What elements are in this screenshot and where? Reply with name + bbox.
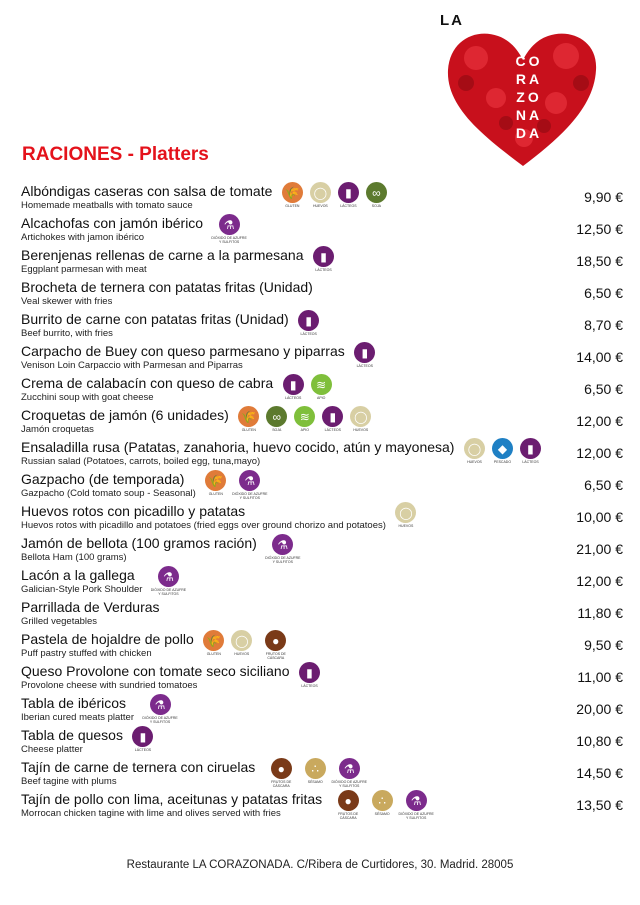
item-description: Provolone cheese with sundried tomatoes bbox=[21, 679, 198, 691]
menu-item bbox=[21, 597, 623, 629]
gluten-icon: 🌾 bbox=[205, 470, 226, 491]
allergen-sulfitos-icon bbox=[142, 694, 178, 724]
item-name: Crema de calabacín con queso de cabra bbox=[21, 374, 274, 391]
lacteos-icon: ▮ bbox=[132, 726, 153, 747]
menu-item bbox=[21, 469, 623, 501]
item-name: Tabla de ibéricos bbox=[21, 694, 127, 711]
allergen-lacteos-icon bbox=[312, 246, 336, 272]
allergen-sesamo-icon bbox=[303, 758, 327, 784]
item-name: Parrillada de Verduras bbox=[21, 598, 160, 615]
allergen-label: HUEVOS bbox=[467, 460, 482, 464]
allergen-label: SÉSAMO bbox=[307, 780, 323, 784]
logo-line: NA bbox=[515, 107, 543, 123]
lacteos-icon: ▮ bbox=[313, 246, 334, 267]
item-name: Lacón a la gallega bbox=[21, 566, 135, 583]
frutos-icon: ● bbox=[338, 790, 359, 811]
item-price: 10,80 € bbox=[576, 733, 623, 749]
item-name: Tajín de pollo con lima, aceitunas y patatas fritas bbox=[21, 790, 323, 807]
allergen-lacteos-icon bbox=[321, 406, 345, 432]
item-name: Albóndigas caseras con salsa de tomate bbox=[21, 182, 273, 199]
item-price: 10,00 € bbox=[576, 509, 623, 525]
allergen-label: GLUTEN bbox=[206, 652, 221, 656]
allergen-label: GLUTEN bbox=[241, 428, 256, 432]
menu-item bbox=[21, 181, 623, 213]
item-description: Eggplant parmesan with meat bbox=[21, 263, 147, 275]
menu-item bbox=[21, 373, 623, 405]
allergen-icons bbox=[330, 790, 434, 820]
allergen-huevos-icon bbox=[394, 502, 418, 528]
allergen-frutos-icon bbox=[263, 758, 299, 788]
item-description: Venison Loin Carpaccio with Parmesan and Piparras bbox=[21, 359, 243, 371]
allergen-label: LÁCTEOS bbox=[285, 396, 302, 400]
item-description: Homemade meatballs with tomato sauce bbox=[21, 199, 193, 211]
item-price: 13,50 € bbox=[576, 797, 623, 813]
item-price: 20,00 € bbox=[576, 701, 623, 717]
item-name: Carpacho de Buey con queso parmesano y piparras bbox=[21, 342, 345, 359]
item-name: Queso Provolone con tomate seco siciliano bbox=[21, 662, 290, 679]
lacteos-icon: ▮ bbox=[283, 374, 304, 395]
allergen-lacteos-icon bbox=[281, 374, 305, 400]
item-description: Veal skewer with fries bbox=[21, 295, 113, 307]
gluten-icon: 🌾 bbox=[238, 406, 259, 427]
item-description: Iberian cured meats platter bbox=[21, 711, 135, 723]
logo-line: DA bbox=[515, 125, 543, 141]
sulfitos-icon: ⚗ bbox=[239, 470, 260, 491]
item-name: Burrito de carne con patatas fritas (Unidad) bbox=[21, 310, 289, 327]
allergen-label: LÁCTEOS bbox=[300, 332, 317, 336]
allergen-huevos-icon bbox=[230, 630, 254, 656]
item-description: Morrocan chicken tagine with lime and olives served with fries bbox=[21, 807, 281, 819]
allergen-icons bbox=[312, 246, 336, 276]
item-name: Ensaladilla rusa (Patatas, zanahoria, huevo cocido, atún y mayonesa) bbox=[21, 438, 455, 455]
item-description: Russian salad (Potatoes, carrots, boiled egg, tuna,mayo) bbox=[21, 455, 261, 467]
allergen-icons bbox=[142, 694, 178, 724]
allergen-apio-icon bbox=[309, 374, 333, 400]
footer-address: Restaurante LA CORAZONADA. C/Ribera de Curtidores, 30. Madrid. 28005 bbox=[126, 859, 514, 871]
allergen-soja-icon bbox=[364, 182, 388, 208]
menu-list bbox=[21, 181, 623, 821]
allergen-apio-icon bbox=[293, 406, 317, 432]
allergen-icons bbox=[204, 470, 268, 500]
allergen-label: FRUTOS DE CÁSCARA bbox=[330, 812, 366, 820]
section-title: RACIONES - Platters bbox=[22, 144, 209, 165]
allergen-icons bbox=[394, 502, 418, 532]
logo-wordmark bbox=[504, 52, 554, 142]
allergen-label: SOJA bbox=[371, 204, 381, 208]
menu-item bbox=[21, 661, 623, 693]
item-description: Beef burrito, with fries bbox=[21, 327, 113, 339]
allergen-lacteos-icon bbox=[336, 182, 360, 208]
allergen-lacteos-icon bbox=[297, 310, 321, 336]
item-price: 18,50 € bbox=[576, 253, 623, 269]
allergen-gluten-icon bbox=[237, 406, 261, 432]
menu-item bbox=[21, 437, 623, 469]
item-description: Beef tagine with plums bbox=[21, 775, 117, 787]
allergen-label: LÁCTEOS bbox=[301, 684, 318, 688]
menu-item bbox=[21, 565, 623, 597]
apio-icon: ≋ bbox=[294, 406, 315, 427]
allergen-label: DIÓXIDO DE AZUFRE Y SULFITOS bbox=[232, 492, 268, 500]
item-price: 6,50 € bbox=[584, 285, 623, 301]
menu-item bbox=[21, 533, 623, 565]
lacteos-icon: ▮ bbox=[338, 182, 359, 203]
sesamo-icon: ∴ bbox=[372, 790, 393, 811]
lacteos-icon: ▮ bbox=[520, 438, 541, 459]
sulfitos-icon: ⚗ bbox=[339, 758, 360, 779]
logo-prefix: LA bbox=[440, 12, 464, 29]
item-description: Puff pastry stuffed with chicken bbox=[21, 647, 152, 659]
menu-item bbox=[21, 725, 623, 757]
allergen-lacteos-icon bbox=[297, 662, 321, 688]
item-price: 14,00 € bbox=[576, 349, 623, 365]
allergen-label: HUEVOS bbox=[312, 204, 328, 208]
item-description: Jamón croquetas bbox=[21, 423, 94, 435]
allergen-label: SÉSAMO bbox=[374, 812, 390, 816]
allergen-lacteos-icon bbox=[131, 726, 155, 752]
menu-item bbox=[21, 501, 623, 533]
gluten-icon: 🌾 bbox=[282, 182, 303, 203]
allergen-sulfitos-icon bbox=[211, 214, 247, 244]
huevos-icon: ◯ bbox=[350, 406, 371, 427]
huevos-icon: ◯ bbox=[231, 630, 252, 651]
allergen-icons bbox=[297, 662, 321, 692]
menu-item bbox=[21, 341, 623, 373]
item-name: Pastela de hojaldre de pollo bbox=[21, 630, 194, 647]
item-name: Alcachofas con jamón ibérico bbox=[21, 214, 204, 231]
item-description: Huevos rotos with picadillo and potatoes (fried eggs over ground chorizo and potatoes) bbox=[21, 519, 386, 531]
allergen-icons bbox=[281, 374, 333, 404]
allergen-label: PESCADO bbox=[493, 460, 512, 464]
lacteos-icon: ▮ bbox=[298, 310, 319, 331]
sulfitos-icon: ⚗ bbox=[272, 534, 293, 555]
item-name: Tajín de carne de ternera con ciruelas bbox=[21, 758, 256, 775]
allergen-label: DIÓXIDO DE AZUFRE Y SULFITOS bbox=[150, 588, 187, 596]
gluten-icon: 🌾 bbox=[203, 630, 224, 651]
allergen-label: DIÓXIDO DE AZUFRE Y SULFITOS bbox=[331, 780, 367, 788]
allergen-soja-icon bbox=[265, 406, 289, 432]
item-description: Zucchini soup with goat cheese bbox=[21, 391, 154, 403]
item-name: Jamón de bellota (100 gramos ración) bbox=[21, 534, 257, 551]
logo-line: CO bbox=[515, 53, 543, 69]
allergen-label: FRUTOS DE CÁSCARA bbox=[258, 652, 294, 660]
item-description: Bellota Ham (100 grams) bbox=[21, 551, 127, 563]
allergen-sulfitos-icon bbox=[265, 534, 301, 564]
item-description: Grilled vegetables bbox=[21, 615, 98, 627]
allergen-label: HUEVOS bbox=[398, 524, 414, 528]
item-name: Croquetas de jamón (6 unidades) bbox=[21, 406, 229, 423]
apio-icon: ≋ bbox=[311, 374, 332, 395]
item-name: Tabla de quesos bbox=[21, 726, 123, 743]
allergen-icons bbox=[150, 566, 186, 596]
item-description: Artichokes with jamon ibérico bbox=[21, 231, 145, 243]
soja-icon: ∞ bbox=[266, 406, 287, 427]
allergen-icons bbox=[353, 342, 377, 372]
item-price: 14,50 € bbox=[576, 765, 623, 781]
allergen-label: GLUTEN bbox=[208, 492, 223, 496]
allergen-frutos-icon bbox=[258, 630, 294, 660]
allergen-sulfitos-icon bbox=[150, 566, 186, 596]
allergen-label: HUEVOS bbox=[234, 652, 250, 656]
sulfitos-icon: ⚗ bbox=[158, 566, 179, 587]
allergen-label: LÁCTEOS bbox=[340, 204, 357, 208]
allergen-label: FRUTOS DE CÁSCARA bbox=[263, 780, 299, 788]
allergen-gluten-icon bbox=[280, 182, 304, 208]
item-price: 12,00 € bbox=[576, 445, 623, 461]
allergen-icons bbox=[211, 214, 247, 244]
restaurant-logo bbox=[438, 8, 603, 168]
allergen-label: LÁCTEOS bbox=[356, 364, 373, 368]
item-description: Cheese platter bbox=[21, 743, 83, 755]
item-description: Galician-Style Pork Shoulder bbox=[21, 583, 143, 595]
allergen-icons bbox=[280, 182, 388, 212]
item-name: Brocheta de ternera con patatas fritas (Unidad) bbox=[21, 278, 313, 295]
menu-item bbox=[21, 245, 623, 277]
allergen-label: DIÓXIDO DE AZUFRE Y SULFITOS bbox=[398, 812, 434, 820]
item-price: 9,90 € bbox=[584, 189, 623, 205]
sulfitos-icon: ⚗ bbox=[219, 214, 240, 235]
item-name: Huevos rotos con picadillo y patatas bbox=[21, 502, 246, 519]
allergen-label: LÁCTEOS bbox=[324, 428, 341, 432]
allergen-huevos-icon bbox=[308, 182, 332, 208]
allergen-gluten-icon bbox=[202, 630, 226, 656]
allergen-icons bbox=[237, 406, 373, 436]
allergen-pescado-icon bbox=[490, 438, 514, 464]
allergen-gluten-icon bbox=[204, 470, 228, 496]
menu-item bbox=[21, 629, 623, 661]
menu-item bbox=[21, 277, 623, 309]
item-price: 11,00 € bbox=[577, 669, 623, 685]
item-price: 12,00 € bbox=[576, 573, 623, 589]
pescado-icon: ◆ bbox=[492, 438, 513, 459]
sulfitos-icon: ⚗ bbox=[406, 790, 427, 811]
allergen-frutos-icon bbox=[330, 790, 366, 820]
allergen-sesamo-icon bbox=[370, 790, 394, 816]
frutos-icon: ● bbox=[265, 630, 286, 651]
allergen-icons bbox=[263, 758, 367, 788]
logo-line: ZO bbox=[516, 89, 542, 105]
menu-item bbox=[21, 213, 623, 245]
item-price: 6,50 € bbox=[584, 381, 623, 397]
allergen-icons bbox=[297, 310, 321, 340]
allergen-sulfitos-icon bbox=[331, 758, 367, 788]
logo-line: RA bbox=[515, 71, 543, 87]
menu-item bbox=[21, 693, 623, 725]
menu-item bbox=[21, 789, 623, 821]
allergen-lacteos-icon bbox=[353, 342, 377, 368]
allergen-icons bbox=[265, 534, 301, 564]
allergen-icons bbox=[131, 726, 155, 756]
menu-item bbox=[21, 757, 623, 789]
allergen-icons bbox=[202, 630, 294, 660]
allergen-lacteos-icon bbox=[518, 438, 542, 464]
sulfitos-icon: ⚗ bbox=[150, 694, 171, 715]
allergen-label: LÁCTEOS bbox=[134, 748, 152, 752]
frutos-icon: ● bbox=[271, 758, 292, 779]
item-price: 11,80 € bbox=[577, 605, 623, 621]
allergen-label: DIÓXIDO DE AZUFRE Y SULFITOS bbox=[265, 556, 301, 564]
item-name: Gazpacho (de temporada) bbox=[21, 470, 185, 487]
allergen-sulfitos-icon bbox=[232, 470, 268, 500]
allergen-label: APIO bbox=[316, 396, 326, 400]
lacteos-icon: ▮ bbox=[322, 406, 343, 427]
soja-icon: ∞ bbox=[366, 182, 387, 203]
item-price: 12,00 € bbox=[576, 413, 623, 429]
allergen-label: SOJA bbox=[272, 428, 282, 432]
item-price: 21,00 € bbox=[576, 541, 623, 557]
allergen-icons bbox=[462, 438, 542, 468]
allergen-label: DIÓXIDO DE AZUFRE Y SULFITOS bbox=[142, 716, 178, 724]
allergen-label: LÁCTEOS bbox=[522, 460, 539, 464]
huevos-icon: ◯ bbox=[395, 502, 416, 523]
allergen-sulfitos-icon bbox=[398, 790, 434, 820]
lacteos-icon: ▮ bbox=[299, 662, 320, 683]
sesamo-icon: ∴ bbox=[305, 758, 326, 779]
huevos-icon: ◯ bbox=[464, 438, 485, 459]
allergen-huevos-icon bbox=[462, 438, 486, 464]
item-price: 6,50 € bbox=[584, 477, 623, 493]
menu-item bbox=[21, 405, 623, 437]
item-price: 9,50 € bbox=[584, 637, 623, 653]
item-price: 12,50 € bbox=[576, 221, 623, 237]
huevos-icon: ◯ bbox=[310, 182, 331, 203]
allergen-label: APIO bbox=[300, 428, 309, 432]
allergen-label: LÁCTEOS bbox=[315, 268, 332, 272]
item-name: Berenjenas rellenas de carne a la parmesana bbox=[21, 246, 304, 263]
lacteos-icon: ▮ bbox=[354, 342, 375, 363]
item-description: Gazpacho (Cold tomato soup - Seasonal) bbox=[21, 487, 196, 499]
allergen-label: HUEVOS bbox=[353, 428, 369, 432]
allergen-label: GLUTEN bbox=[285, 204, 300, 208]
allergen-label: DIÓXIDO DE AZUFRE Y SULFITOS bbox=[211, 236, 247, 244]
menu-item bbox=[21, 309, 623, 341]
allergen-huevos-icon bbox=[349, 406, 373, 432]
item-price: 8,70 € bbox=[584, 317, 623, 333]
